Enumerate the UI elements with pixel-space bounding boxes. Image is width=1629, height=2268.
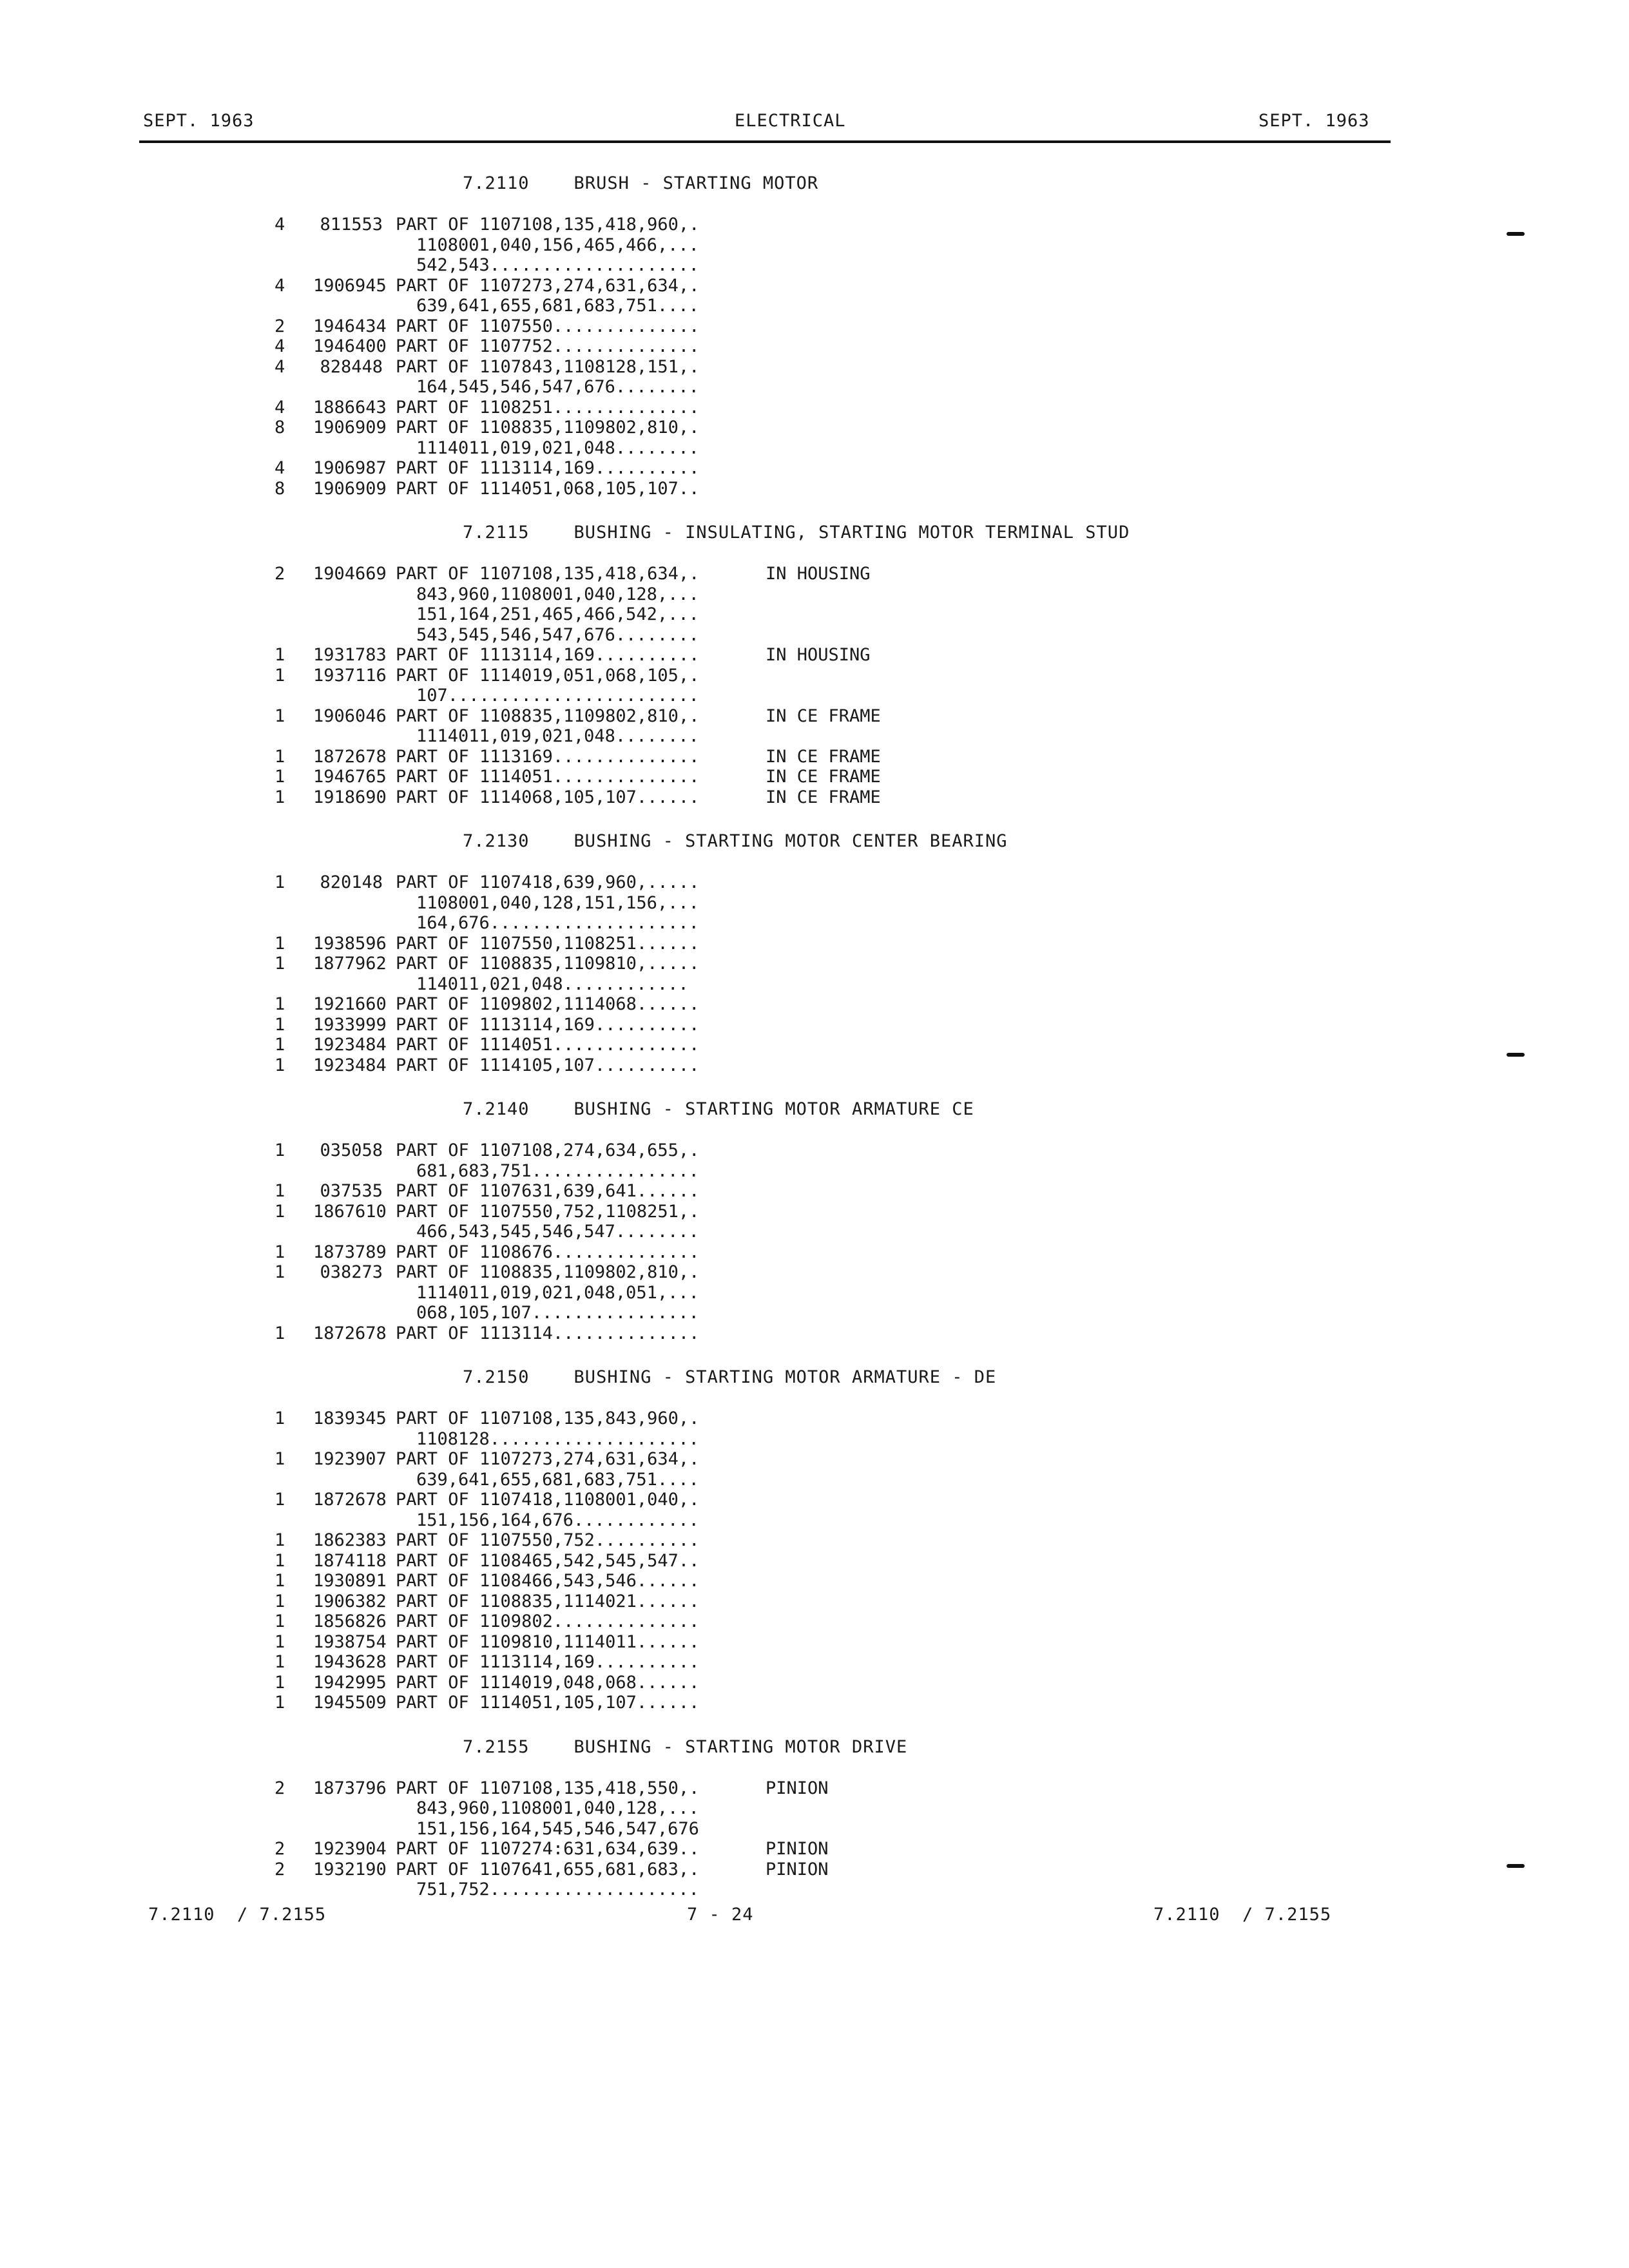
continuation-line [0,255,1629,276]
part-number: 1938754 [313,1631,387,1652]
part-description: PART OF 1113114,169.......... [396,1652,700,1672]
part-description: PART OF 1107108,135,843,960,. [396,1408,700,1428]
part-number: 1923904 [313,1839,387,1859]
part-row [0,1035,1629,1055]
continuation-text: 681,683,751................ [416,1160,699,1181]
part-description: PART OF 1107631,639,641...... [396,1181,700,1201]
part-number: 1872678 [313,746,387,767]
part-number: 1839345 [313,1408,387,1428]
part-description: PART OF 1114068,105,107...... [396,787,700,807]
part-description: PART OF 1107752.............. [396,336,700,356]
part-number: 1874118 [313,1550,387,1571]
part-number: 1856826 [313,1611,387,1631]
quantity: 1 [275,1550,285,1571]
continuation-line [0,913,1629,934]
part-number: 1938596 [313,933,387,954]
quantity: 1 [275,1035,285,1055]
part-description: PART OF 1114051,105,107...... [396,1693,700,1713]
part-row [0,1181,1629,1202]
part-row [0,1778,1629,1799]
part-row [0,1693,1629,1713]
part-description: PART OF 1108465,542,545,547.. [396,1550,700,1571]
margin-mark [1507,232,1525,236]
section-title: 7.2155 BUSHING - STARTING MOTOR DRIVE [463,1736,908,1757]
part-number: 1923484 [313,1035,387,1055]
part-description: PART OF 1114051.............. [396,1035,700,1055]
continuation-line [0,1510,1629,1531]
part-description: PART OF 1107108,135,418,550,. [396,1778,700,1798]
part-description: PART OF 1107641,655,681,683,. [396,1859,700,1879]
continuation-line [0,1283,1629,1303]
quantity: 1 [275,933,285,954]
location-note: PINION [766,1778,829,1798]
part-row [0,787,1629,808]
part-description: PART OF 1108466,543,546...... [396,1571,700,1591]
quantity: 1 [275,1490,285,1510]
continuation-text: 107........................ [416,686,699,706]
location-note: IN CE FRAME [766,706,881,726]
part-row [0,1611,1629,1632]
parts-section [0,831,1629,1075]
part-number: 1932190 [313,1859,387,1879]
part-row [0,1551,1629,1571]
continuation-text: 1108001,040,156,465,466,... [416,235,699,255]
continuation-text: 151,156,164,545,546,547,676 [416,1818,699,1839]
quantity: 1 [275,1631,285,1652]
part-row [0,645,1629,666]
part-number: 1933999 [313,1014,387,1035]
part-description: PART OF 1107273,274,631,634,. [396,1449,700,1469]
quantity: 1 [275,1408,285,1428]
part-description: PART OF 1109810,1114011...... [396,1631,700,1652]
quantity: 2 [275,1778,285,1798]
part-number: 1862383 [313,1530,387,1550]
part-row [0,479,1629,499]
header-rule [139,140,1391,143]
part-number: 1872678 [313,1490,387,1510]
part-number: 1906046 [313,706,387,726]
parts-section [0,1736,1629,1900]
part-description: PART OF 1114051.............. [396,767,700,787]
quantity: 1 [275,1055,285,1075]
parts-section [0,1367,1629,1713]
header-category: ELECTRICAL [735,111,846,131]
part-description: PART OF 1107550,1108251...... [396,933,700,954]
quantity: 1 [275,1262,285,1282]
part-row [0,398,1629,418]
quantity: 4 [275,336,285,356]
footer-page-number: 7 - 24 [687,1905,754,1925]
part-number: 1921660 [313,994,387,1014]
parts-section [0,1099,1629,1343]
part-row [0,1571,1629,1591]
quantity: 1 [275,994,285,1014]
part-description: PART OF 1113169.............. [396,746,700,767]
location-note: IN HOUSING [766,564,871,584]
continuation-line [0,1161,1629,1182]
part-number: 1873789 [313,1242,387,1262]
continuation-line [0,1303,1629,1323]
continuation-text: 1108128.................... [416,1428,699,1449]
part-description: PART OF 1107108,135,418,634,. [396,564,700,584]
part-number: 1942995 [313,1672,387,1693]
part-row [0,934,1629,954]
quantity: 8 [275,418,285,437]
quantity: 4 [275,215,285,235]
part-number: 1906382 [313,1591,387,1611]
part-number: 1918690 [313,787,387,807]
part-number: 811553 [320,215,383,235]
part-row [0,747,1629,767]
part-description: PART OF 1108676.............. [396,1242,700,1262]
continuation-text: 466,543,545,546,547........ [416,1222,699,1242]
part-row [0,1242,1629,1263]
part-row [0,1591,1629,1612]
continuation-text: 751,752.................... [416,1879,699,1899]
part-number: 1906909 [313,418,387,437]
section-title: 7.2115 BUSHING - INSULATING, STARTING MOTOR TERMINAL STUD [463,523,1130,543]
quantity: 1 [275,1693,285,1713]
part-description: PART OF 1108835,1109802,810,. [396,1262,700,1282]
continuation-text: 151,164,251,465,466,542,... [416,604,699,624]
continuation-text: 1114011,019,021,048........ [416,726,699,746]
margin-mark [1507,1864,1525,1868]
part-number: 1904669 [313,564,387,584]
part-description: PART OF 1109802.............. [396,1611,700,1631]
header-date-right: SEPT. 1963 [1258,111,1370,131]
quantity: 2 [275,316,285,336]
continuation-line [0,686,1629,706]
continuation-line [0,296,1629,316]
quantity: 1 [275,1181,285,1201]
parts-section [0,522,1629,807]
section-title: 7.2150 BUSHING - STARTING MOTOR ARMATURE - DE [463,1367,997,1387]
part-description: PART OF 1108251.............. [396,397,700,418]
part-description: PART OF 1113114,169.......... [396,1014,700,1035]
part-number: 1877962 [313,954,387,974]
continuation-line [0,1429,1629,1450]
continuation-text: 843,960,1108001,040,128,... [416,1798,699,1818]
part-number: 1946434 [313,316,387,336]
part-row [0,954,1629,974]
part-number: 037535 [320,1181,383,1201]
part-number: 1872678 [313,1323,387,1343]
continuation-line [0,584,1629,605]
part-row [0,1530,1629,1551]
part-row [0,1015,1629,1035]
continuation-line [0,625,1629,646]
header-date-left: SEPT. 1963 [143,111,255,131]
continuation-line [0,893,1629,914]
part-row [0,872,1629,893]
part-number: 1906945 [313,275,387,296]
part-number: 1930891 [313,1571,387,1591]
continuation-line [0,604,1629,625]
part-description: PART OF 1107274:631,634,639.. [396,1839,700,1859]
part-number: 820148 [320,872,383,892]
part-description: PART OF 1107418,639,960,..... [396,872,700,892]
footer-range-right: 7.2110 / 7.2155 [1153,1905,1332,1925]
part-description: PART OF 1108835,1114021...... [396,1591,700,1611]
continuation-line [0,1222,1629,1242]
part-description: PART OF 1113114.............. [396,1323,700,1343]
quantity: 1 [275,1530,285,1550]
parts-list [0,173,1629,1923]
quantity: 8 [275,478,285,499]
continuation-line [0,1819,1629,1840]
part-description: PART OF 1114019,048,068...... [396,1672,700,1693]
part-row [0,316,1629,337]
part-row [0,357,1629,378]
location-note: IN HOUSING [766,645,871,665]
quantity: 1 [275,1652,285,1672]
margin-mark [1507,1053,1525,1057]
section-title: 7.2130 BUSHING - STARTING MOTOR CENTER BEARING [463,831,1008,851]
part-row [0,1652,1629,1673]
quantity: 1 [275,787,285,807]
quantity: 1 [275,1140,285,1160]
part-row [0,564,1629,584]
quantity: 1 [275,1014,285,1035]
part-row [0,994,1629,1015]
continuation-line [0,438,1629,459]
part-row [0,1055,1629,1076]
part-row [0,767,1629,787]
parts-section [0,173,1629,499]
continuation-line [0,974,1629,995]
part-description: PART OF 1107550.............. [396,316,700,336]
quantity: 1 [275,767,285,787]
continuation-line [0,1798,1629,1819]
quantity: 1 [275,1323,285,1343]
part-row [0,1202,1629,1222]
part-number: 1931783 [313,645,387,665]
continuation-line [0,377,1629,398]
part-row [0,1860,1629,1880]
part-row [0,1449,1629,1470]
part-row [0,666,1629,686]
location-note: IN CE FRAME [766,746,881,767]
part-description: PART OF 1108835,1109802,810,. [396,418,700,437]
part-number: 1937116 [313,665,387,686]
part-number: 1906987 [313,458,387,478]
part-row [0,1839,1629,1860]
continuation-line [0,235,1629,256]
quantity: 2 [275,1859,285,1879]
part-row [0,215,1629,235]
part-description: PART OF 1108835,1109802,810,. [396,706,700,726]
quantity: 4 [275,275,285,296]
part-row [0,1262,1629,1283]
quantity: 1 [275,706,285,726]
continuation-line [0,1470,1629,1490]
part-description: PART OF 1113114,169.......... [396,458,700,478]
part-row [0,418,1629,438]
quantity: 2 [275,564,285,584]
part-description: PART OF 1107843,1108128,151,. [396,356,700,377]
continuation-text: 151,156,164,676............ [416,1510,699,1530]
part-number: 1923907 [313,1449,387,1469]
quantity: 4 [275,397,285,418]
continuation-text: 1108001,040,128,151,156,... [416,892,699,913]
quantity: 4 [275,356,285,377]
part-number: 1906909 [313,478,387,499]
location-note: PINION [766,1859,829,1879]
part-number: 1943628 [313,1652,387,1672]
part-row [0,1140,1629,1161]
quantity: 1 [275,645,285,665]
continuation-line [0,726,1629,747]
part-number: 1867610 [313,1201,387,1222]
continuation-text: 639,641,655,681,683,751.... [416,296,699,316]
quantity: 1 [275,1449,285,1469]
continuation-line [0,1879,1629,1900]
continuation-text: 843,960,1108001,040,128,... [416,584,699,604]
quantity: 4 [275,458,285,478]
part-description: PART OF 1113114,169.......... [396,645,700,665]
location-note: IN CE FRAME [766,767,881,787]
part-description: PART OF 1107550,752,1108251,. [396,1201,700,1222]
quantity: 1 [275,665,285,686]
part-row [0,458,1629,479]
part-number: 1946765 [313,767,387,787]
part-row [0,1323,1629,1344]
section-title: 7.2140 BUSHING - STARTING MOTOR ARMATURE CE [463,1099,974,1119]
continuation-text: 068,105,107................ [416,1303,699,1323]
quantity: 1 [275,1672,285,1693]
part-description: PART OF 1107418,1108001,040,. [396,1490,700,1510]
quantity: 1 [275,1242,285,1262]
part-description: PART OF 1109802,1114068...... [396,994,700,1014]
part-row [0,1408,1629,1429]
part-row [0,706,1629,727]
quantity: 1 [275,872,285,892]
part-description: PART OF 1107108,274,634,655,. [396,1140,700,1160]
continuation-text: 639,641,655,681,683,751.... [416,1469,699,1490]
location-note: IN CE FRAME [766,787,881,807]
quantity: 1 [275,954,285,974]
part-number: 1873796 [313,1778,387,1798]
part-row [0,336,1629,357]
quantity: 2 [275,1839,285,1859]
part-number: 035058 [320,1140,383,1160]
part-number: 1923484 [313,1055,387,1075]
part-row [0,276,1629,296]
quantity: 1 [275,1201,285,1222]
continuation-text: 1114011,019,021,048,051,... [416,1282,699,1303]
part-number: 828448 [320,356,383,377]
quantity: 1 [275,1571,285,1591]
continuation-text: 114011,021,048............ [416,974,689,994]
part-description: PART OF 1114105,107.......... [396,1055,700,1075]
part-number: 1946400 [313,336,387,356]
continuation-text: 543,545,546,547,676........ [416,624,699,645]
part-number: 038273 [320,1262,383,1282]
part-description: PART OF 1114051,068,105,107.. [396,478,700,499]
part-description: PART OF 1107273,274,631,634,. [396,275,700,296]
part-description: PART OF 1107108,135,418,960,. [396,215,700,235]
part-description: PART OF 1108835,1109810,..... [396,954,700,974]
continuation-text: 164,676.................... [416,913,699,933]
part-description: PART OF 1107550,752.......... [396,1530,700,1550]
part-number: 1945509 [313,1693,387,1713]
section-title: 7.2110 BRUSH - STARTING MOTOR [463,173,819,193]
part-row [0,1673,1629,1693]
continuation-text: 164,545,546,547,676........ [416,377,699,397]
part-row [0,1632,1629,1653]
footer-range-left: 7.2110 / 7.2155 [148,1905,327,1925]
quantity: 1 [275,746,285,767]
continuation-text: 542,543.................... [416,255,699,275]
part-row [0,1490,1629,1510]
continuation-text: 1114011,019,021,048........ [416,437,699,458]
part-number: 1886643 [313,397,387,418]
part-description: PART OF 1114019,051,068,105,. [396,665,700,686]
quantity: 1 [275,1591,285,1611]
quantity: 1 [275,1611,285,1631]
location-note: PINION [766,1839,829,1859]
